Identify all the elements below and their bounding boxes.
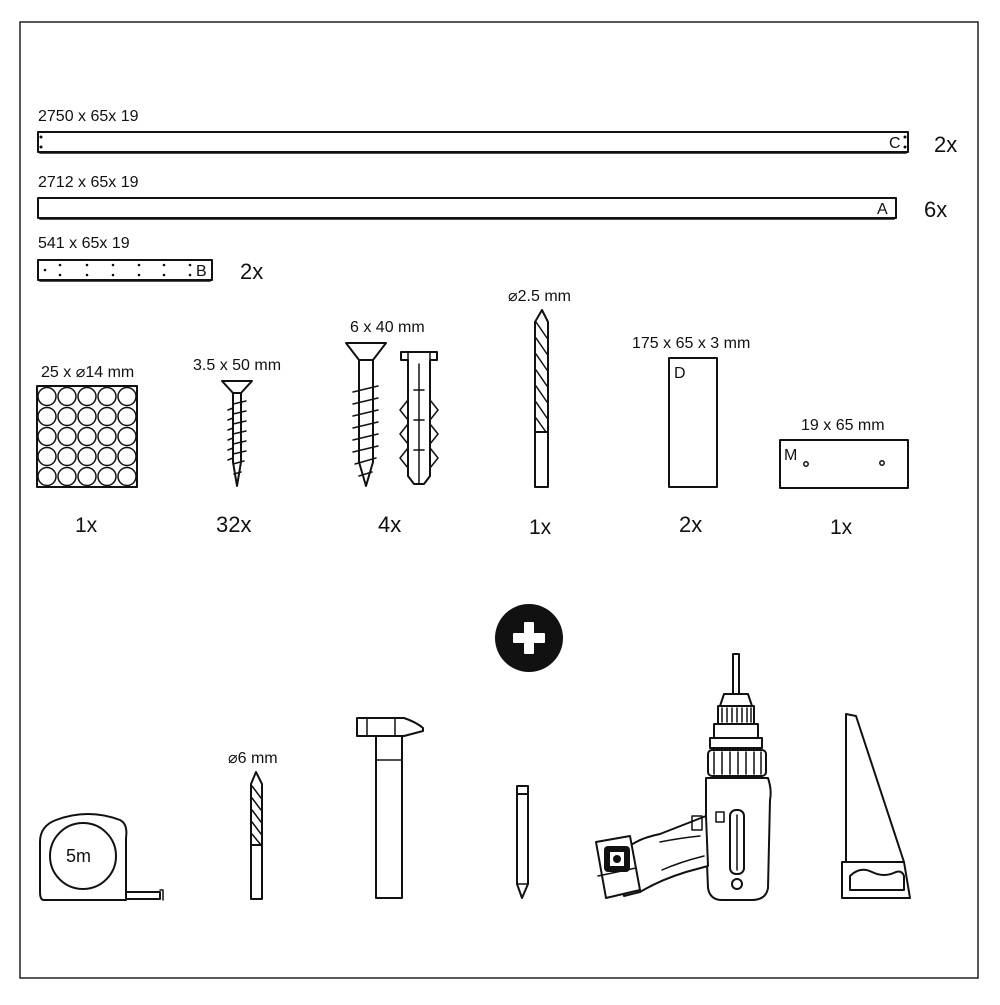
board-c-size: 2750 x 65x 19: [38, 108, 139, 125]
drill-bit-icon: [535, 310, 548, 487]
felt-pad: [118, 468, 136, 486]
felt-pad: [118, 428, 136, 446]
board-b-group: [38, 235, 263, 284]
felt-pad: [58, 468, 76, 486]
plus-icon: [495, 604, 563, 672]
felt-pad: [58, 448, 76, 466]
felt-pad: [38, 408, 56, 426]
felt-pads-sheet: [37, 386, 137, 487]
felt-pad: [58, 428, 76, 446]
board-c-group: [38, 108, 957, 157]
drill-bit-large-group: [228, 750, 278, 899]
drill-bit-large-size: ⌀6 mm: [228, 750, 278, 767]
screws-size: 3.5 x 50 mm: [193, 357, 282, 374]
drill-bit-icon: [251, 772, 262, 899]
felt-pad: [38, 428, 56, 446]
plate-d-qty: 2x: [679, 512, 703, 537]
felt-pad: [98, 428, 116, 446]
felt-pad: [78, 468, 96, 486]
wood-screw-group: [193, 357, 281, 537]
plate-m: [780, 440, 908, 488]
screws-qty: 32x: [216, 512, 252, 537]
felt-pad: [38, 388, 56, 406]
felt-pad: [98, 408, 116, 426]
wood-screw-icon: [222, 381, 252, 486]
felt-pad: [118, 448, 136, 466]
anchors-size: 6 x 40 mm: [350, 319, 425, 336]
felt-pads-group: [37, 364, 137, 537]
board-a-qty: 6x: [924, 197, 948, 222]
drill-bit-small-qty: 1x: [529, 516, 552, 539]
felt-pad: [98, 448, 116, 466]
plate-m-letter: M: [784, 447, 798, 464]
board-c-qty: 2x: [934, 132, 958, 157]
board-b-size: 541 x 65x 19: [38, 235, 130, 252]
plate-d-group: [632, 335, 750, 537]
drill-bit-small-group: [508, 288, 571, 539]
drill-bit-small-size: ⌀2.5 mm: [508, 288, 571, 305]
plate-d-letter: D: [674, 365, 686, 382]
board-b-letter: B: [196, 263, 207, 280]
board-a-size: 2712 x 65x 19: [38, 174, 139, 191]
tape-measure-icon: [40, 814, 163, 900]
felt-pad: [78, 408, 96, 426]
pads-size: 25 x ⌀14 mm: [41, 364, 135, 381]
plate-m-group: [780, 417, 908, 539]
felt-pad: [38, 468, 56, 486]
felt-pad: [98, 468, 116, 486]
felt-pad: [78, 448, 96, 466]
board-b: [38, 260, 212, 280]
plate-d-size: 175 x 65 x 3 mm: [632, 335, 751, 352]
felt-pad: [78, 388, 96, 406]
board-c-letter: C: [889, 135, 901, 152]
tape-measure-label: 5m: [66, 846, 92, 866]
plate-m-size: 19 x 65 mm: [801, 417, 885, 434]
felt-pad: [58, 408, 76, 426]
board-a: [38, 198, 896, 218]
board-a-letter: A: [877, 201, 888, 218]
frame-border: [20, 22, 978, 978]
felt-pad: [38, 448, 56, 466]
felt-pad: [78, 428, 96, 446]
board-a-group: [38, 174, 947, 222]
felt-pad: [58, 388, 76, 406]
board-c: [38, 132, 908, 152]
large-screw-icon: [346, 343, 386, 486]
pencil-icon: [517, 786, 528, 898]
screw-anchor-group: [346, 319, 438, 537]
hammer-icon: [357, 718, 423, 898]
board-b-qty: 2x: [240, 259, 264, 284]
plate-m-qty: 1x: [830, 516, 853, 539]
pads-qty: 1x: [75, 514, 98, 537]
saw-icon: [842, 714, 910, 898]
felt-pad: [98, 388, 116, 406]
wall-anchor-icon: [400, 352, 438, 484]
anchors-qty: 4x: [378, 512, 402, 537]
power-drill-icon: [596, 654, 771, 900]
felt-pad: [118, 408, 136, 426]
felt-pad: [118, 388, 136, 406]
